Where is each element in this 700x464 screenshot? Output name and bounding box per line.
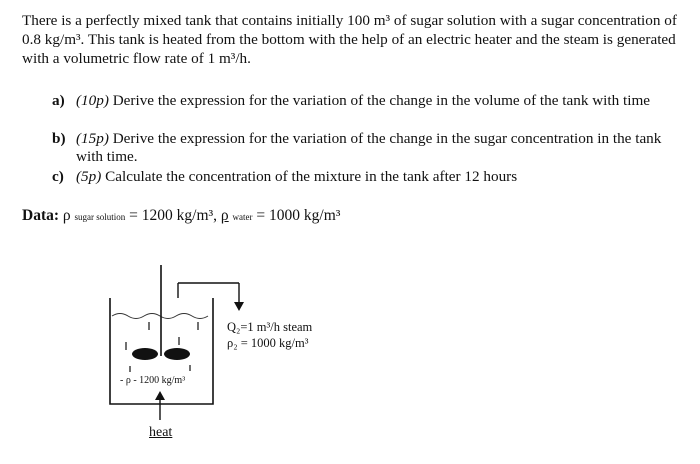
steam-flow-label: Q₂=1 m³/h steam bbox=[227, 320, 313, 334]
impeller-blade-right bbox=[164, 348, 190, 360]
sugar-subscript: sugar solution bbox=[74, 212, 126, 222]
question-c-text: Calculate the concentration of the mixture in the tank after 12 hours bbox=[105, 168, 518, 185]
rho-symbol: ρ bbox=[62, 207, 71, 224]
tank-density-label: - ρ - 1200 kg/m³ bbox=[120, 375, 186, 386]
question-a-points: (10p) bbox=[76, 92, 109, 109]
question-a-label: a) bbox=[52, 92, 65, 109]
rho-symbol-water: ρ bbox=[220, 207, 229, 224]
sugar-density: = 1200 kg/m³ bbox=[129, 207, 214, 224]
question-b-points: (15p) bbox=[76, 130, 109, 147]
data-prefix: Data: bbox=[22, 207, 60, 224]
question-b-text: Derive the expression for the variation of the change in the sugar concentration in the tank with time. bbox=[76, 130, 662, 165]
water-subscript: water bbox=[232, 212, 253, 222]
question-c-label: c) bbox=[52, 168, 64, 185]
heat-label: heat bbox=[149, 425, 173, 440]
problem-intro: There is a perfectly mixed tank that contains initially 100 m³ of sugar solution with a sugar concentration of 0.8 kg/m³. This tank is heated from the bottom with the help of an electric heater and the steam is generated with a volumetric flow rate of 1 m³/h. bbox=[22, 12, 677, 67]
data-separator: , bbox=[213, 207, 218, 224]
impeller-blade-left bbox=[132, 348, 158, 360]
question-c-points: (5p) bbox=[76, 168, 102, 185]
water-density: = 1000 kg/m³ bbox=[256, 207, 341, 224]
question-b-label: b) bbox=[52, 130, 66, 147]
liquid-surface bbox=[112, 314, 208, 319]
water-density-label: ρ₂ = 1000 kg/m³ bbox=[227, 336, 309, 350]
question-a-text: Derive the expression for the variation of the change in the volume of the tank with time bbox=[112, 92, 651, 109]
steam-arrow-head bbox=[234, 302, 244, 311]
heat-arrow-head bbox=[155, 391, 165, 400]
